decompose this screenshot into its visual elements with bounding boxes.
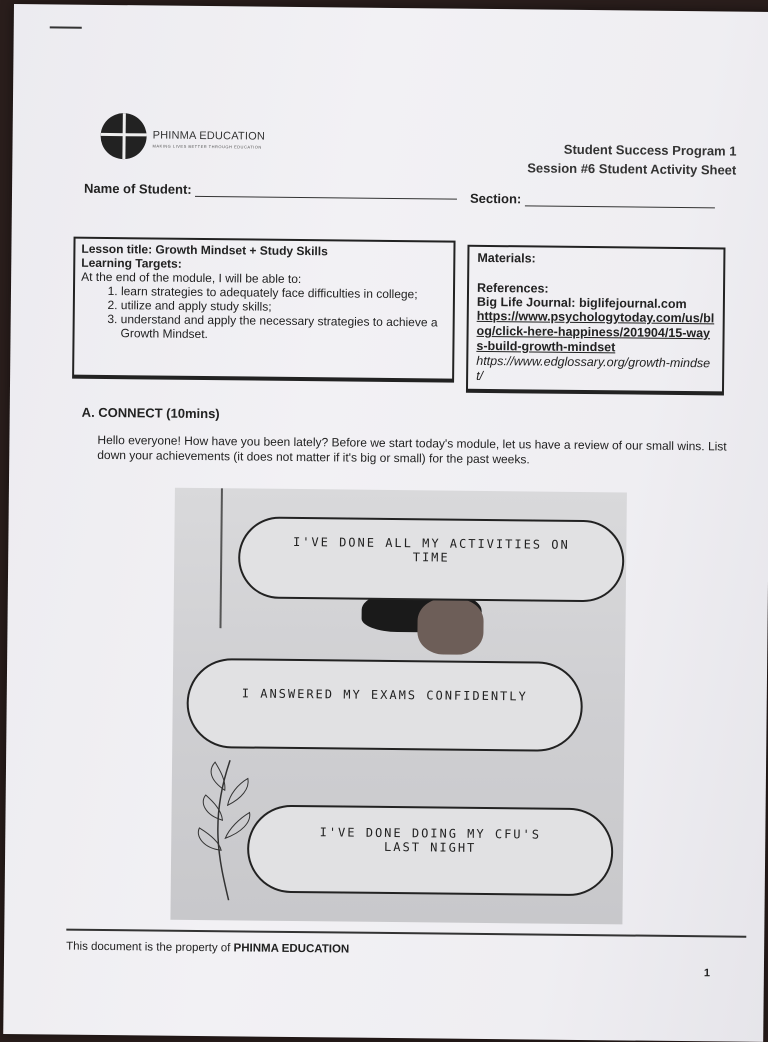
program-title: Student Success Program 1: [563, 141, 737, 159]
logo-globe-icon: [100, 113, 146, 159]
learning-intro: At the end of the module, I will be able to:: [81, 269, 302, 287]
lesson-title: Lesson title: Growth Mindset + Study Skills: [81, 241, 328, 259]
student-name-blank[interactable]: [195, 184, 457, 200]
achievement-bubble: [238, 516, 625, 602]
section-blank[interactable]: [525, 193, 715, 208]
footer-prefix: This document is the property of: [66, 940, 234, 955]
activity-sheet: [3, 4, 768, 1042]
footer-divider: [66, 929, 746, 938]
achievement-text: I'VE DONE DOING MY CFU'S LAST NIGHT: [319, 825, 542, 855]
materials-label: Materials:: [477, 250, 536, 266]
target-item: 3. understand and apply the necessary strategies to achieve a Growth Mindset.: [120, 312, 446, 343]
student-name-field: [84, 181, 457, 200]
section-a-paragraph: Hello everyone! How have you been lately? Before we start today's module, let us have a review of our small wins. List down your achievements (it does not matter if it's big or small) for the past weeks.: [97, 432, 727, 467]
session-title: Session #6 Student Activity Sheet: [527, 160, 737, 178]
leaf-branch-icon: [189, 750, 271, 901]
footer-text: [66, 941, 349, 956]
references-label: References:: [476, 280, 549, 296]
photo-border-line: [219, 488, 222, 628]
section-field: [470, 191, 715, 209]
logo-tagline: MAKING LIVES BETTER THROUGH EDUCATION: [152, 143, 262, 150]
materials-box: [466, 245, 726, 396]
reference-edglossary-link[interactable]: https://www.edglossary.org/growth-mindset/: [476, 353, 711, 383]
footer-brand: PHINMA EDUCATION: [233, 942, 350, 956]
achievement-text: I'VE DONE ALL MY ACTIVITIES ON TIME: [292, 534, 570, 565]
achievement-bubble: [186, 658, 583, 752]
page-mark: [50, 26, 82, 28]
program-heading: [527, 139, 736, 179]
section-a-heading: A. CONNECT (10mins): [81, 404, 220, 422]
learning-targets-label: Learning Targets:: [81, 255, 182, 271]
target-item: 1. learn strategies to adequately face difficulties in college;: [121, 284, 447, 301]
achievements-photo: [170, 488, 626, 925]
lesson-box: [72, 237, 455, 383]
phinma-logo: [100, 113, 271, 165]
learning-targets-list: [80, 284, 447, 344]
reference-psychologytoday-link[interactable]: https://www.psychologytoday.com/us/blog/click-here-happiness/201904/15-ways-build-growth-mindset: [476, 308, 715, 355]
reference-biglifejournal: Big Life Journal: biglifejournal.com: [476, 294, 687, 312]
achievement-text: I ANSWERED MY EXAMS CONFIDENTLY: [241, 686, 528, 704]
page-number: 1: [703, 967, 711, 980]
achievement-bubble: [247, 804, 614, 896]
target-item: 2. utilize and apply study skills;: [121, 298, 447, 315]
student-name-label: Name of Student:: [83, 180, 192, 197]
logo-text: PHINMA EDUCATION: [152, 129, 266, 143]
section-label: Section:: [469, 190, 522, 207]
